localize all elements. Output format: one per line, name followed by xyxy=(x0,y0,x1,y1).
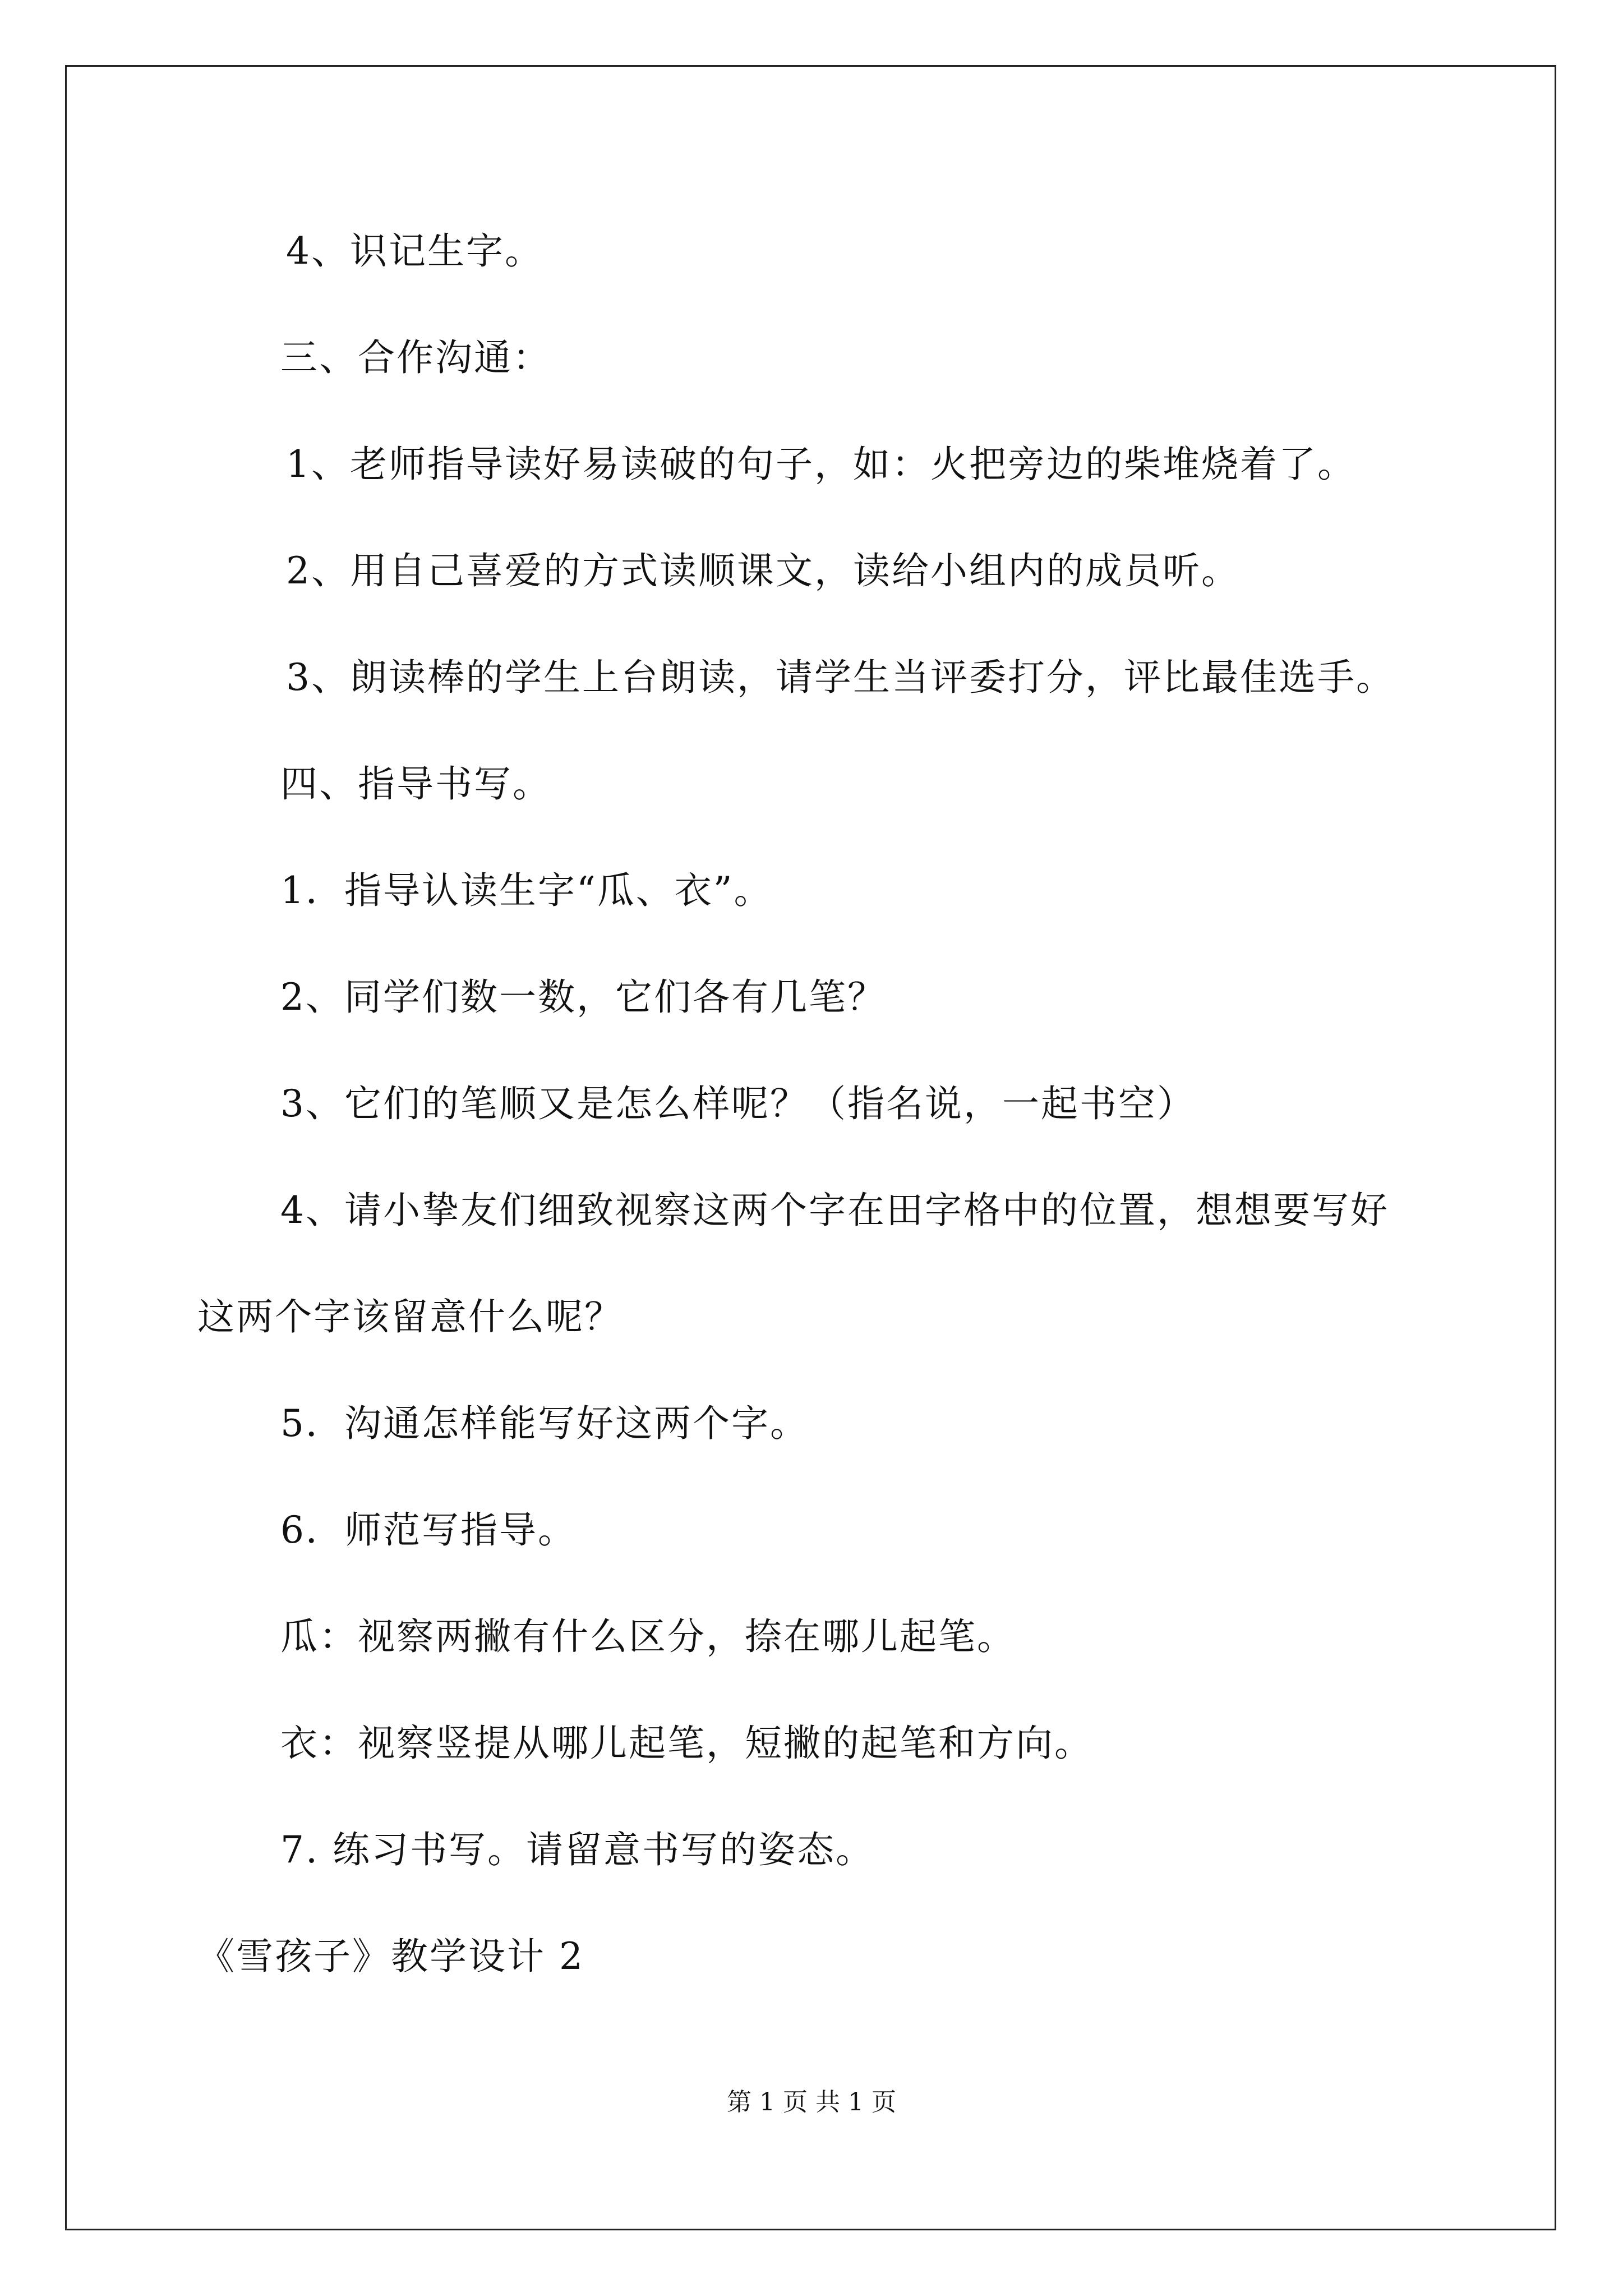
line-13: 6．师范写指导。 xyxy=(280,1508,577,1552)
page-border xyxy=(65,65,1556,2230)
line-7: 1．指导认读生字“瓜、衣”。 xyxy=(280,869,773,912)
line-5: 3、朗读棒的学生上台朗读，请学生当评委打分，评比最佳选手。 xyxy=(286,656,1395,699)
line-6: 四、指导书写。 xyxy=(280,762,551,806)
line-3: 1、老师指导读好易读破的句子，如：火把旁边的柴堆烧着了。 xyxy=(286,443,1356,486)
line-9: 3、它们的笔顺又是怎么样呢？（指名说，一起书空） xyxy=(280,1082,1196,1125)
line-1: 4、识记生字。 xyxy=(286,229,543,273)
line-11: 这两个字该留意什么呢？ xyxy=(197,1295,623,1338)
page-footer: 第 1 页 共 1 页 xyxy=(727,2088,896,2116)
line-4: 2、用自己喜爱的方式读顺课文，读给小组内的成员听。 xyxy=(286,549,1240,592)
line-15: 衣：视察竖提从哪儿起笔，短撇的起笔和方向。 xyxy=(280,1722,1093,1765)
line-14: 瓜：视察两撇有什么区分，捺在哪儿起笔。 xyxy=(280,1615,1016,1658)
line-16: 7. 练习书写。请留意书写的姿态。 xyxy=(280,1828,874,1871)
line-10: 4、请小挚友们细致视察这两个字在田字格中的位置，想想要写好 xyxy=(280,1189,1389,1232)
line-8: 2、同学们数一数，它们各有几笔？ xyxy=(280,976,886,1019)
line-2: 三、合作沟通： xyxy=(280,336,551,379)
line-12: 5．沟通怎样能写好这两个字。 xyxy=(280,1402,809,1445)
section-heading: 《雪孩子》教学设计 2 xyxy=(197,1935,584,1978)
